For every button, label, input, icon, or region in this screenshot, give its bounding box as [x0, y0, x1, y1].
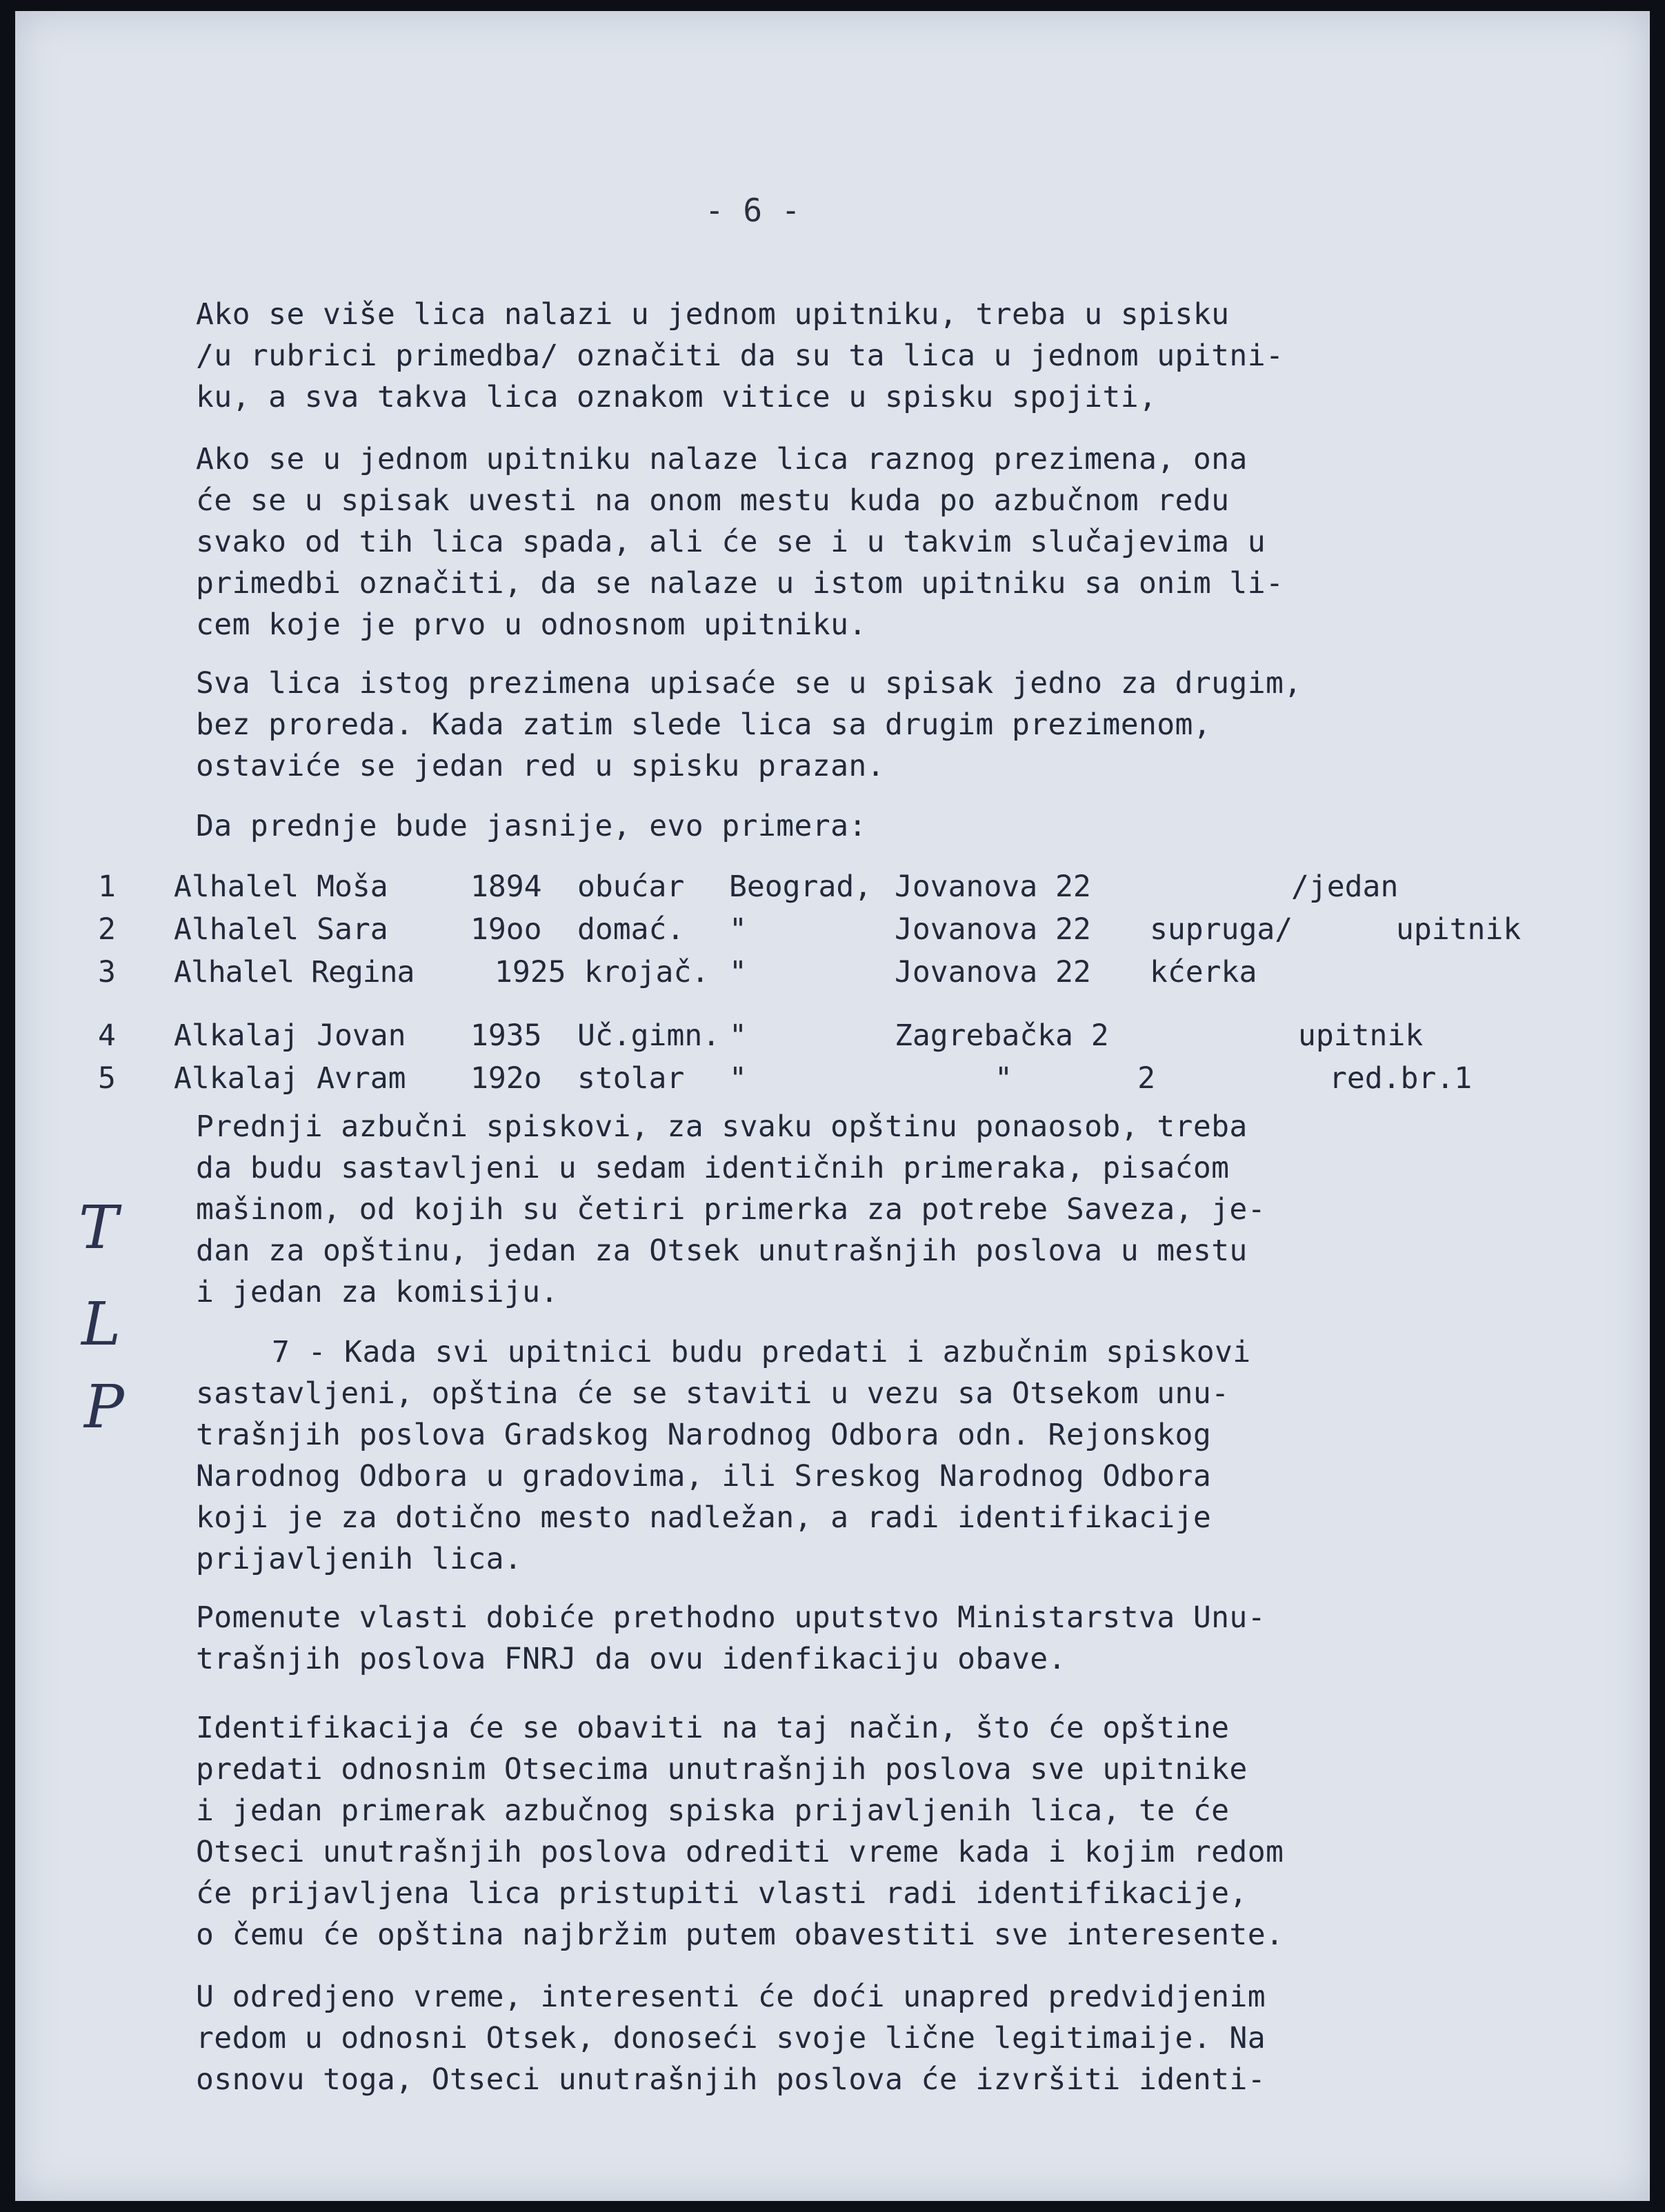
city: ": [729, 955, 747, 989]
text-line: Identifikacija će se obaviti na taj način, što će opštine: [196, 1711, 1230, 1745]
occupation: krojač.: [584, 955, 710, 989]
text-line: ostaviće se jedan red u spisku prazan.: [196, 749, 885, 783]
birth-year: 192o: [470, 1061, 542, 1096]
text-line: o čemu će opština najbržim putem obavestiti sve interesente.: [196, 1918, 1284, 1952]
paragraph-same-surname: [196, 663, 1506, 787]
text-line: Otseci unutrašnjih poslova odrediti vreme kada i kojim redom: [196, 1835, 1284, 1869]
person-name: Alkalaj Jovan: [174, 1018, 406, 1053]
paragraph-example-intro: [196, 805, 1506, 847]
text-line: trašnjih poslova Gradskog Narodnog Odbora odn. Rejonskog: [196, 1418, 1212, 1452]
text-line: Sva lica istog prezimena upisaće se u spisak jedno za drugim,: [196, 666, 1302, 701]
text-line: prijavljenih lica.: [196, 1542, 523, 1576]
text-line: mašinom, od kojih su četiri primerka za potrebe Saveza, je-: [196, 1192, 1266, 1227]
text-line: predati odnosnim Otsecima unutrašnjih poslova sve upitnike: [196, 1752, 1248, 1787]
row-number: 3: [98, 955, 116, 989]
text-line: osnovu toga, Otseci unutrašnjih poslova će izvršiti identi-: [196, 2062, 1266, 2097]
city: ": [729, 1018, 747, 1053]
street-address: Jovanova 22: [895, 869, 1091, 904]
remark: /jedan: [1291, 869, 1399, 904]
paragraph-authorities: [196, 1597, 1506, 1680]
relation: supruga/: [1150, 912, 1293, 947]
text-line: U odredjeno vreme, interesenti će doći unapred predvidjenim: [196, 1980, 1266, 2014]
document-page: [15, 11, 1650, 2201]
text-line: dan za opštinu, jedan za Otsek unutrašnjih poslova u mestu: [196, 1234, 1248, 1268]
person-name: Alhalel Moša: [174, 869, 388, 904]
text-line: svako od tih lica spada, ali će se i u takvim slučajevima u: [196, 525, 1266, 559]
text-line: Da prednje bude jasnije, evo primera:: [196, 809, 867, 843]
text-line: ku, a sva takva lica oznakom vitice u spisku spojiti,: [196, 380, 1157, 414]
person-name: Alhalel Sara: [174, 912, 388, 947]
occupation: stolar: [577, 1061, 685, 1096]
birth-year: 1935: [470, 1018, 542, 1053]
remark: red.br.1: [1329, 1061, 1473, 1096]
text-line: će se u spisak uvesti na onom mestu kuda po azbučnom redu: [196, 483, 1230, 518]
birth-year: 1894: [470, 869, 542, 904]
page-number: - 6 -: [705, 192, 801, 229]
list-item: [98, 1061, 1505, 1103]
text-line: Pomenute vlasti dobiće prethodno uputstvo Ministarstva Unu-: [196, 1600, 1266, 1635]
text-line: trašnjih poslova FNRJ da ovu idenfikaciju obave.: [196, 1642, 1066, 1676]
handwritten-mark: L: [81, 1290, 121, 1359]
text-line: 7 - Kada svi upitnici budu predati i azbučnim spiskovi: [272, 1335, 1251, 1369]
relation: kćerka: [1150, 955, 1257, 989]
list-item: [98, 955, 1505, 996]
list-item: [98, 912, 1522, 954]
birth-year: 1925: [495, 955, 566, 989]
birth-year: 19oo: [470, 912, 542, 947]
text-line: Ako se u jednom upitniku nalaze lica raznog prezimena, ona: [196, 442, 1248, 476]
row-number: 4: [98, 1018, 116, 1053]
text-line: redom u odnosni Otsek, donoseći svoje lične legitimaije. Na: [196, 2021, 1266, 2055]
list-item: [98, 869, 1505, 911]
text-line: sastavljeni, opština će se staviti u vezu sa Otsekom unu-: [196, 1376, 1230, 1411]
paragraph-identification: [196, 1707, 1506, 1955]
person-name: Alhalel Regina: [174, 955, 415, 989]
remark: upitnik: [1298, 1018, 1424, 1053]
city: ": [729, 1061, 747, 1096]
text-line: da budu sastavljeni u sedam identičnih primeraka, pisaćom: [196, 1151, 1230, 1185]
remark: upitnik: [1396, 912, 1522, 947]
text-line: /u rubrici primedba/ označiti da su ta lica u jednom upitni-: [196, 339, 1284, 373]
person-name: Alkalaj Avram: [174, 1061, 406, 1096]
street-address: Jovanova 22: [895, 912, 1091, 947]
handwritten-mark: P: [84, 1373, 124, 1442]
row-number: 2: [98, 912, 116, 947]
paragraph-appointment: [196, 1976, 1506, 2100]
text-line: koji je za dotično mesto nadležan, a radi identifikacije: [196, 1500, 1212, 1535]
paragraph-section-7: [196, 1331, 1506, 1580]
paragraph-different-surnames: [196, 439, 1506, 645]
text-line: Prednji azbučni spiskovi, za svaku opštinu ponaosob, treba: [196, 1109, 1248, 1144]
text-line: Narodnog Odbora u gradovima, ili Sreskog Narodnog Odbora: [196, 1459, 1212, 1494]
street-address: Jovanova 22: [895, 955, 1091, 989]
text-line: će prijavljena lica pristupiti vlasti radi identifikacije,: [196, 1876, 1248, 1911]
street-address: Zagrebačka 2: [895, 1018, 1109, 1053]
text-line: i jedan primerak azbučnog spiska prijavljenih lica, te će: [196, 1793, 1230, 1828]
text-line: i jedan za komisiju.: [196, 1275, 559, 1309]
row-number: 1: [98, 869, 116, 904]
paragraph-alphabetical-lists: [196, 1106, 1506, 1313]
text-line: primedbi označiti, da se nalaze u istom upitniku sa onim li-: [196, 566, 1284, 601]
city: Beograd,: [729, 869, 873, 904]
city: ": [729, 912, 747, 947]
row-number: 5: [98, 1061, 116, 1096]
street-address: " 2: [995, 1061, 1155, 1096]
handwritten-mark: T: [79, 1194, 119, 1263]
text-line: Ako se više lica nalazi u jednom upitniku, treba u spisku: [196, 297, 1230, 332]
text-line: bez proreda. Kada zatim slede lica sa drugim prezimenom,: [196, 707, 1212, 742]
paragraph-multi-person: [196, 294, 1506, 418]
occupation: obućar: [577, 869, 685, 904]
occupation: Uč.gimn.: [577, 1018, 721, 1053]
list-item: [98, 1018, 1505, 1060]
text-line: cem koje je prvo u odnosnom upitniku.: [196, 607, 867, 642]
occupation: domać.: [577, 912, 685, 947]
